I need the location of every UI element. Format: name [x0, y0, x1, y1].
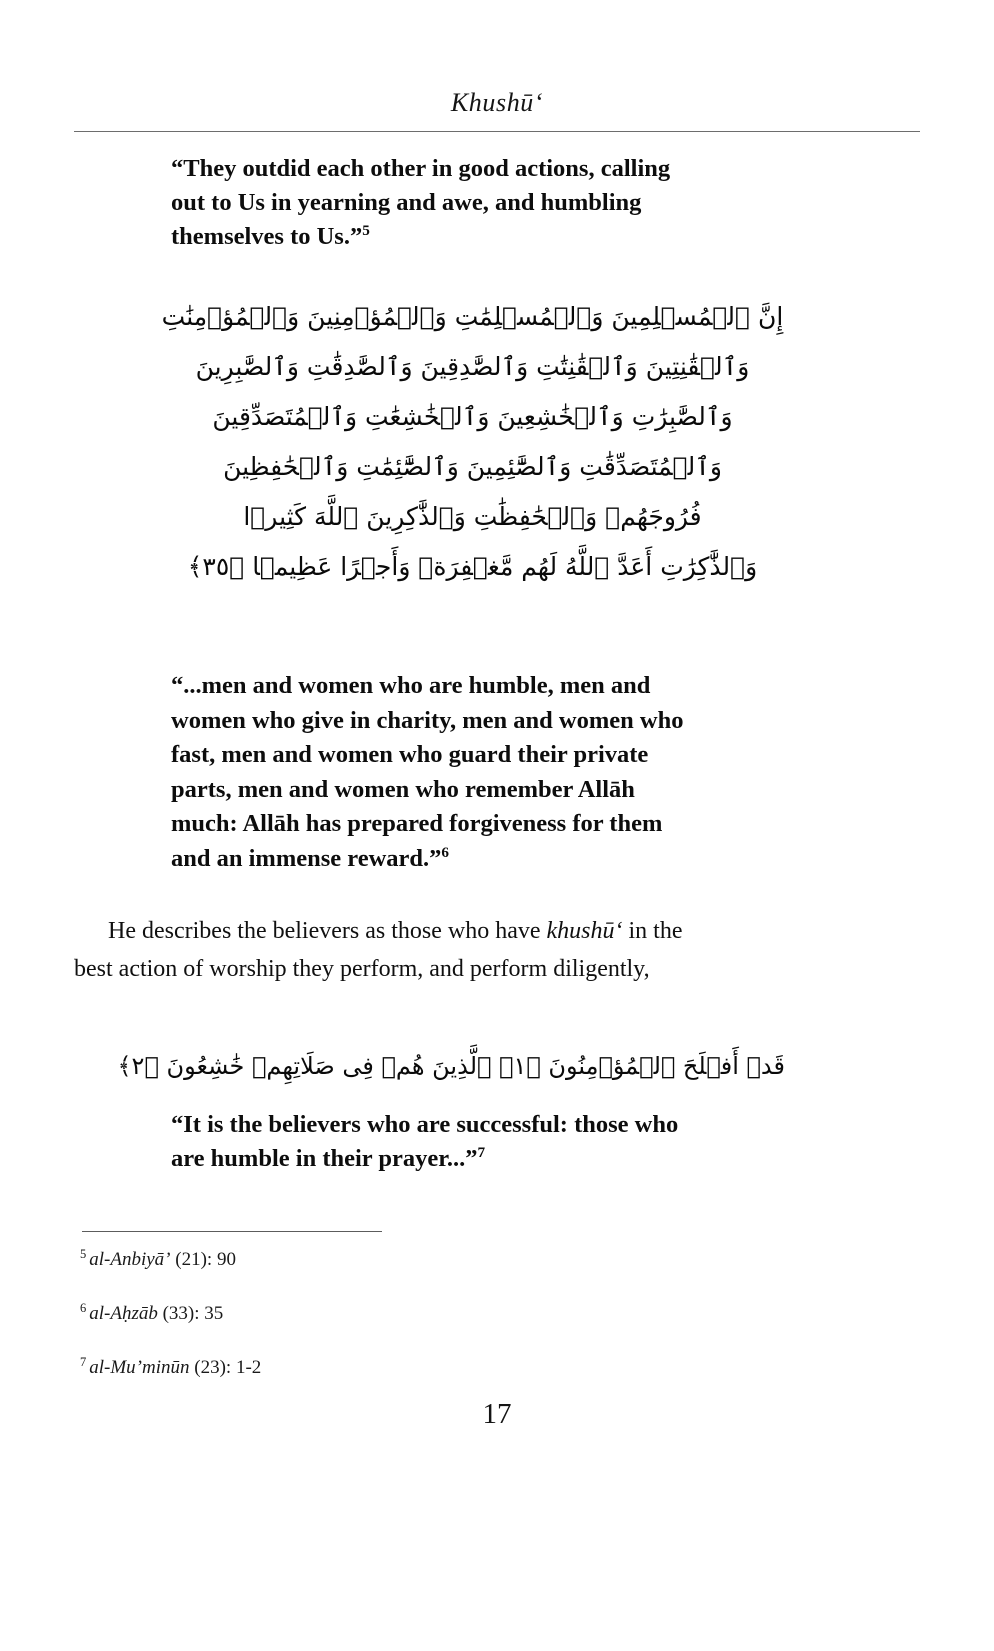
quote-line-last: [171, 842, 774, 877]
arabic-line: وَٱلۡمُتَصَدِّقَٰتِ وَٱلصَّٰٓئِمِينَ وَٱلصَّٰٓئِمَٰتِ وَٱلۡحَٰفِظِينَ: [223, 452, 722, 481]
running-head-title: Khushū‘: [450, 88, 544, 117]
arabic-line-with-ayah-marker: وَٱلذَّٰكِرَٰتِ أَعَدَّ ٱللَّهُ لَهُم مَّغۡفِرَةࣰ وَأَجۡرًا عَظِيمࣰا ﴿٣٥﴾: [187, 552, 758, 581]
paragraph-text-before: He describes the believers as those who have: [108, 918, 547, 944]
arabic-verse-block-muminun: [117, 1044, 785, 1088]
quote-line: fast, men and women who guard their private: [171, 741, 649, 768]
arabic-line: إِنَّ ٱلۡمُسۡلِمِينَ وَٱلۡمُسۡلِمَٰتِ وَٱلۡمُؤۡمِنِينَ وَٱلۡمُؤۡمِنَٰتِ: [161, 302, 784, 331]
quote-line-last: [171, 220, 774, 254]
arabic-line: فُرُوجَهُمۡ وَٱلۡحَٰفِظَٰتِ وَٱلذَّٰكِرِينَ ٱللَّهَ كَثِيرࣰا: [243, 502, 702, 531]
arabic-line: وَٱلۡقَٰنِتِينَ وَٱلۡقَٰنِتَٰتِ وَٱلصَّٰدِقِينَ وَٱلصَّٰدِقَٰتِ وَٱلصَّٰبِرِينَ: [195, 352, 750, 381]
quote-line-text: are humble in their prayer...”: [171, 1145, 478, 1172]
footnote-item: [80, 1302, 680, 1326]
quote-line: women who give in charity, men and women who: [171, 706, 684, 734]
footnote-number: 5: [80, 1246, 87, 1261]
footnote-item: [80, 1356, 680, 1380]
page-number: 17: [482, 1398, 512, 1430]
quote-line: much: Allāh has prepared forgiveness for them: [171, 810, 663, 837]
footnote-reference: (23): 1-2: [189, 1357, 262, 1378]
paragraph-text-after: in the: [622, 918, 683, 944]
footnote-item: [80, 1248, 680, 1272]
footnote-reference: (21): 90: [170, 1249, 236, 1270]
quote-line-text: themselves to Us.”: [171, 223, 363, 250]
quote-line: “It is the believers who are successful: those who: [171, 1111, 679, 1138]
quote-line-text: and an immense reward.”: [171, 844, 442, 872]
footnote-marker-6[interactable]: 6: [441, 843, 450, 861]
block-quote-two: [171, 669, 774, 876]
arabic-line: وَٱلصَّٰبِرَٰتِ وَٱلۡخَٰشِعِينَ وَٱلۡخَٰشِعَٰتِ وَٱلۡمُتَصَدِّقِينَ: [212, 402, 733, 431]
quote-line-last: [171, 1142, 774, 1176]
footnote-number: 6: [80, 1300, 87, 1315]
italic-term-khushu: khushū‘: [546, 918, 623, 944]
footnote-number: 7: [80, 1354, 87, 1369]
quote-line: parts, men and women who remember Allāh: [171, 775, 635, 803]
footnote-source: al-Aḥzāb: [89, 1303, 158, 1324]
block-quote-one: [171, 152, 774, 254]
arabic-line-with-ayah-marker: قَدۡ أَفۡلَحَ ٱلۡمُؤۡمِنُونَ ﴿١﴾ ٱلَّذِينَ هُمۡ فِى صَلَاتِهِمۡ خَٰشِعُونَ ﴿٢﴾: [117, 1052, 785, 1080]
block-quote-three: [171, 1108, 774, 1176]
quote-line: “They outdid each other in good actions, calling: [171, 155, 671, 182]
footnote-list: [80, 1248, 680, 1410]
footnote-reference: (33): 35: [157, 1303, 224, 1324]
header-rule: [74, 131, 920, 132]
quote-line: out to Us in yearning and awe, and humbling: [171, 189, 642, 216]
footnote-source: al-Anbiyā’: [89, 1249, 171, 1270]
body-paragraph: [74, 912, 920, 988]
footnote-separator-rule: [82, 1231, 382, 1232]
running-head: [74, 88, 920, 118]
footnote-marker-7[interactable]: 7: [477, 1143, 486, 1161]
quote-line: “...men and women who are humble, men and: [171, 672, 651, 699]
footnote-source: al-Mu’minūn: [89, 1357, 190, 1378]
footnote-marker-5[interactable]: 5: [362, 221, 370, 239]
paragraph-line-last: best action of worship they perform, and perform diligently,: [74, 956, 650, 982]
arabic-verse-block-ahzab: [160, 292, 785, 592]
